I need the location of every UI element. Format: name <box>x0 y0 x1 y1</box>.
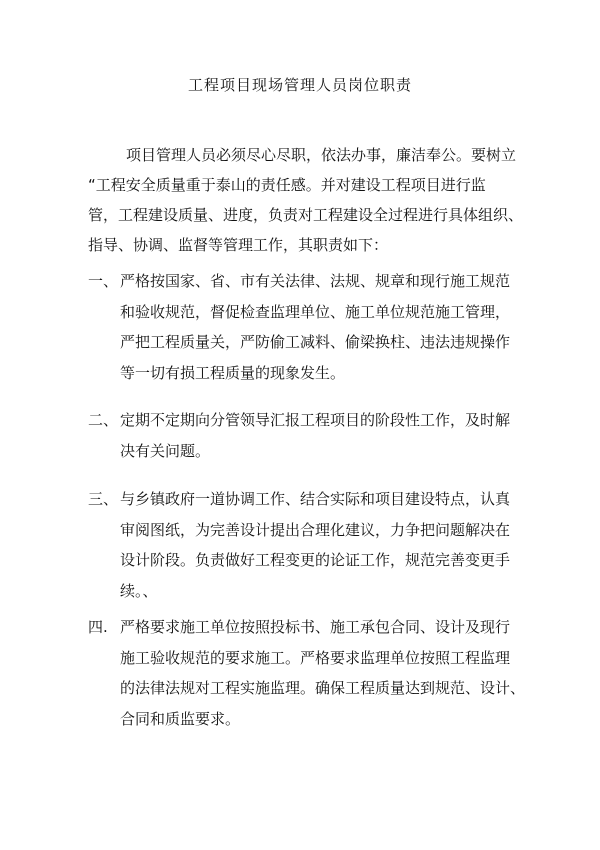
item-line: 严格要求施工单位按照投标书、施工承包合同、设计及现行 <box>120 618 511 636</box>
item-body <box>120 612 540 735</box>
intro-line: 指导、协调、监督等管理工作，其职责如下： <box>88 236 389 254</box>
item-body <box>120 405 540 466</box>
item-line: 施工验收规范的要求施工。严格要求监理单位按照工程监理 <box>120 648 511 667</box>
item-marker: 二、 <box>88 411 119 429</box>
item-line: 严把工程质量关，严防偷工减料、偷梁换柱、违法违规操作 <box>120 333 511 352</box>
item-line: 的法律法规对工程实施监理。确保工程质量达到规范、设计、 <box>120 679 526 698</box>
item-line: 合同和质监要求。 <box>120 710 241 729</box>
intro-line: 项目管理人员必须尽心尽职，依法办事，廉洁奉公。要树立 <box>126 146 517 164</box>
item-line: 与乡镇政府一道协调工作、结合实际和项目建设特点，认真 <box>120 490 511 508</box>
item-line: 定期不定期向分管领导汇报工程项目的阶段性工作，及时解 <box>120 411 511 429</box>
item-body <box>120 266 540 389</box>
item-line: 设计阶段。负责做好工程变更的论证工作，规范完善变更手 <box>120 551 511 570</box>
intro-line: 管，工程建设质量、进度，负责对工程建设全过程进行具体组织、 <box>88 206 524 224</box>
item-marker: 三、 <box>88 490 119 508</box>
item-line: 决有关问题。 <box>120 441 211 460</box>
item-marker: 四. <box>88 618 108 636</box>
intro-paragraph <box>88 140 528 260</box>
item-line: 和验收规范，督促检查监理单位、施工单位规范施工管理， <box>120 302 511 321</box>
item-line: 严格按国家、省、市有关法律、法规、规章和现行施工规范 <box>120 272 511 290</box>
item-marker: 一、 <box>88 272 119 290</box>
document-title: 工程项目现场管理人员岗位职责 <box>187 76 412 94</box>
item-body <box>120 484 540 607</box>
item-line: 等一切有损工程质量的现象发生。 <box>120 364 346 383</box>
item-line: 续。、 <box>120 582 158 601</box>
item-line: 审阅图纸，为完善设计提出合理化建议，力争把问题解决在 <box>120 520 511 539</box>
intro-line: “工程安全质量重于泰山的责任感。并对建设工程项目进行监 <box>88 176 486 194</box>
